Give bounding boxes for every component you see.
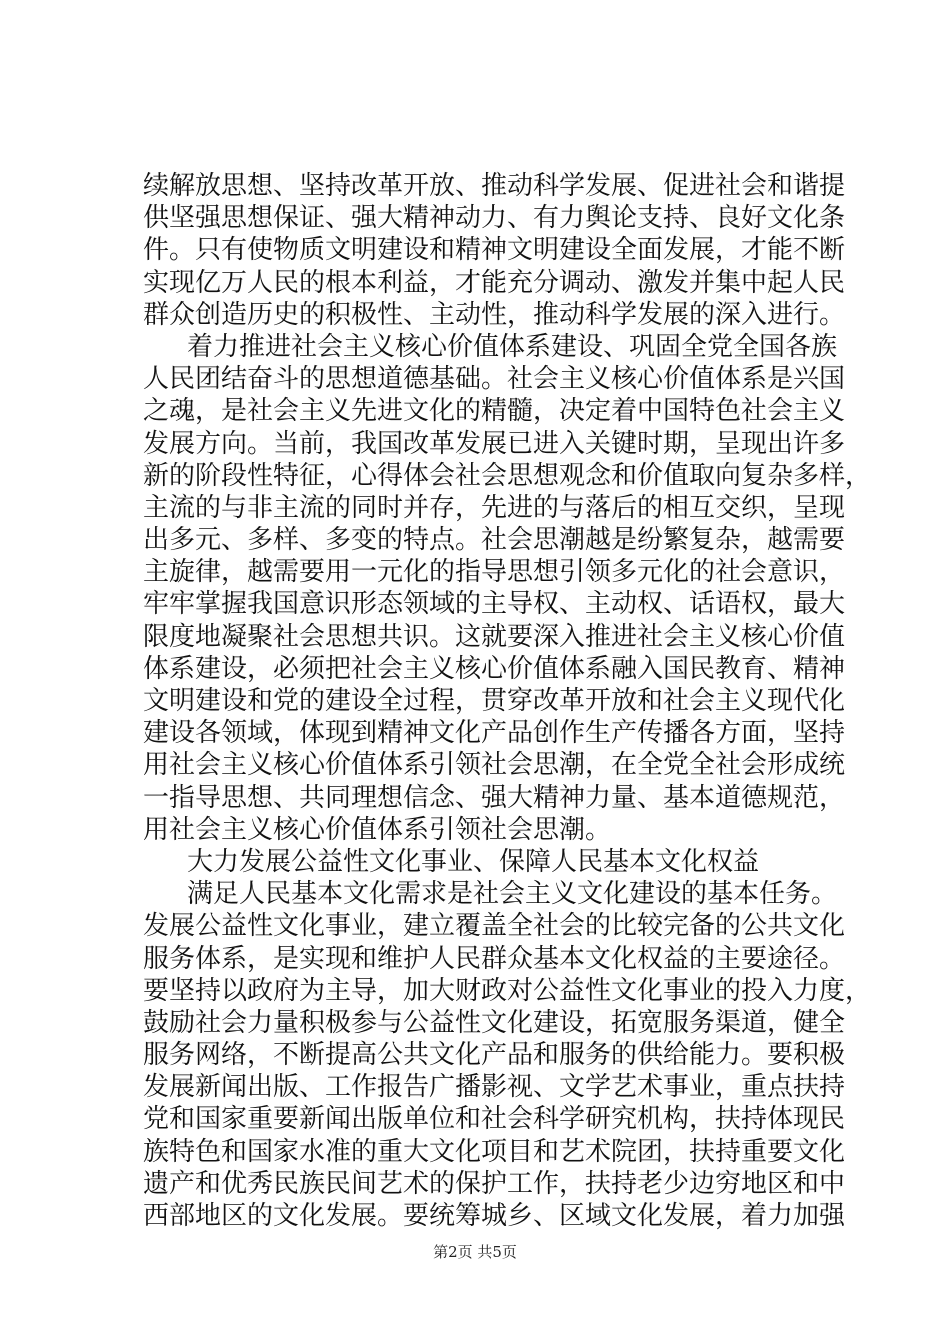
text-line: 牢牢掌握我国意识形态领域的主导权、主动权、话语权，最大 [143,589,846,620]
text-line: 党和国家重要新闻出版单位和社会科学研究机构，扶持体现民 [143,1104,846,1135]
text-line: 要坚持以政府为主导，加大财政对公益性文化事业的投入力度， [143,975,872,1006]
page-number-footer: 第2页 共5页 [433,1243,517,1261]
document-body [143,170,872,1232]
text-line: 服务网络，不断提高公共文化产品和服务的供给能力。要积极 [143,1040,846,1071]
text-line: 族特色和国家水准的重大文化项目和艺术院团，扶持重要文化 [143,1136,846,1167]
text-line: 着力推进社会主义核心价值体系建设、巩固全党全国各族 [187,331,838,362]
text-line: 用社会主义核心价值体系引领社会思潮。 [143,814,612,845]
text-line: 新的阶段性特征，心得体会社会思想观念和价值取向复杂多样， [143,460,872,491]
text-line: 群众创造历史的积极性、主动性，推动科学发展的深入进行。 [143,299,846,330]
text-line: 出多元、多样、多变的特点。社会思潮越是纷繁复杂，越需要 [143,525,846,556]
text-line: 主流的与非主流的同时并存，先进的与落后的相互交织，呈现 [143,492,846,523]
text-line: 遗产和优秀民族民间艺术的保护工作，扶持老少边穷地区和中 [143,1168,846,1199]
text-line: 实现亿万人民的根本利益，才能充分调动、激发并集中起人民 [143,267,846,298]
text-line: 用社会主义核心价值体系引领社会思潮，在全党全社会形成统 [143,750,846,781]
text-line: 一指导思想、共同理想信念、强大精神力量、基本道德规范， [143,782,846,813]
text-line: 鼓励社会力量积极参与公益性文化建设，拓宽服务渠道，健全 [143,1007,846,1038]
text-line: 大力发展公益性文化事业、保障人民基本文化权益 [187,846,760,877]
text-line: 人民团结奋斗的思想道德基础。社会主义核心价值体系是兴国 [143,364,846,395]
text-line: 续解放思想、坚持改革开放、推动科学发展、促进社会和谐提 [143,171,846,201]
text-line: 之魂，是社会主义先进文化的精髓，决定着中国特色社会主义 [143,396,846,427]
text-line: 体系建设，必须把社会主义核心价值体系融入国民教育、精神 [143,653,846,684]
text-line: 服务体系，是实现和维护人民群众基本文化权益的主要途径。 [143,943,846,974]
text-line: 限度地凝聚社会思想共识。这就要深入推进社会主义核心价值 [143,621,846,652]
text-line: 供坚强思想保证、强大精神动力、有力舆论支持、良好文化条 [143,203,846,234]
text-line: 发展公益性文化事业，建立覆盖全社会的比较完备的公共文化 [143,911,846,942]
text-line: 主旋律，越需要用一元化的指导思想引领多元化的社会意识， [143,557,846,588]
text-line: 建设各领域，体现到精神文化产品创作生产传播各方面，坚持 [143,718,846,749]
text-line: 满足人民基本文化需求是社会主义文化建设的基本任务。 [187,879,838,910]
text-line: 发展新闻出版、工作报告广播影视、文学艺术事业，重点扶持 [143,1072,846,1103]
text-line: 件。只有使物质文明建设和精神文明建设全面发展，才能不断 [143,235,846,266]
text-line: 文明建设和党的建设全过程，贯穿改革开放和社会主义现代化 [143,686,846,716]
text-line: 发展方向。当前，我国改革发展已进入关键时期，呈现出许多 [143,428,846,459]
text-line: 西部地区的文化发展。要统筹城乡、区域文化发展，着力加强 [143,1201,846,1231]
